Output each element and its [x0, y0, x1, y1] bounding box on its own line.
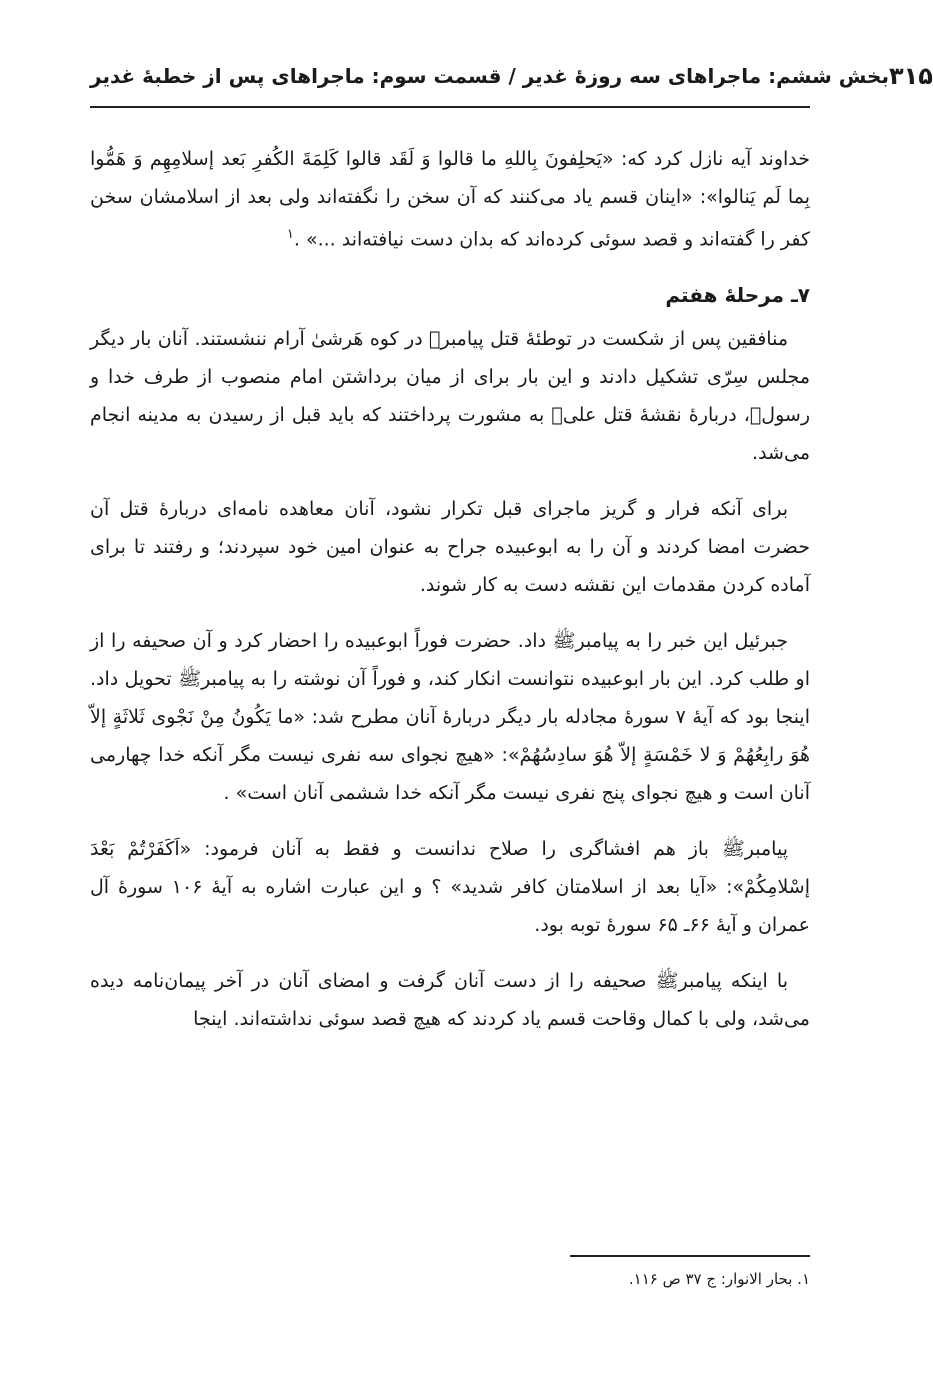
running-header — [90, 62, 933, 90]
paragraph-6: با اینکه پیامبرﷺ صحیفه را از دست آنان گرفت و امضای آنان در آخر پیمان‌نامه دیده می‌شد، ولی با کمال وقاحت قسم یاد کردند که هیچ قصد سوئی نداشته‌اند. اینجا — [90, 970, 810, 1031]
section-heading: ۷ـ مرحلهٔ هفتم — [665, 283, 810, 308]
paragraph-5: پیامبرﷺ باز هم افشاگری را صلاح ندانست و فقط به آنان فرمود: «اَکَفَرْتُمْ بَعْدَ إسْلامِکُمْ»: «آیا بعد از اسلامتان کافر شدید» ؟ و این عبارت اشاره به آیهٔ ۱۰۶ سورهٔ آل عمران و آیهٔ ۶۶ـ ۶۵ سورهٔ توبه بود. — [90, 838, 810, 937]
paragraph-1-text: خداوند آیه نازل کرد که: «یَحلِفونَ بِاللهِ ما قالوا وَ لَقَد قالوا کَلِمَةَ الکُفرِ بَعد إسلامِهِم وَ هَمُّوا بِما لَم یَنالوا»: «اینان قسم یاد می‌کنند که آن سخن را نگفته‌اند ولی بعد از اسلامشان سخن کفر را گفته‌اند و قصد سوئی کرده‌اند که بدان دست نیافته‌اند ...» . — [90, 148, 810, 251]
page-number: ۳۱۵ — [888, 62, 933, 90]
paragraph-3: برای آنکه فرار و گریز ماجرای قبل تکرار نشود، آنان معاهده نامه‌ای دربارهٔ قتل آن حضرت امضا کردند و آن را به ابوعبیده جراح به عنوان امین خود سپردند؛ و رفتند تا برای آماده کردن مقدمات این نقشه دست به کار شوند. — [90, 498, 810, 597]
paragraph-1 — [90, 140, 810, 258]
footnote-reference: ۱ — [286, 227, 294, 242]
header-title: بخش ششم: ماجراهای سه روزهٔ غدیر / قسمت سوم: ماجراهای پس از خطبهٔ غدیر — [90, 64, 889, 88]
paragraph-2: منافقین پس از شکست در توطئهٔ قتل پیامبرﷺ در کوه هَرشیٰ آرام ننشستند. آنان بار دیگر مجلس سِرّی تشکیل دادند و این بار برای از میان برداشتن امام منصوب از طرف خدا و رسولﷺ، دربارهٔ نقشهٔ قتل علیؑ به مشورت پرداختند که باید قبل از رسیدن به مدینه انجام می‌شد. — [90, 328, 810, 465]
paragraph-4: جبرئیل این خبر را به پیامبرﷺ داد. حضرت فوراً ابوعبیده را احضار کرد و آن صحیفه را از او طلب کرد. این بار ابوعبیده نتوانست انکار کند، و فوراً آن نوشته را به پیامبرﷺ تحویل داد. اینجا بود که آیهٔ ۷ سورهٔ مجادله بار دیگر دربارهٔ آنان مطرح شد: «ما یَکُونُ مِنْ نَجْوی ثَلاثَةٍ إلاّ هُوَ رابِعُهُمْ وَ لا خَمْسَةٍ إلاّ هُوَ سادِسُهُمْ»: «هیچ نجوای سه نفری نیست مگر آنکه خدا چهارمی آنان است و هیچ نجوای پنج نفری نیست مگر آنکه خدا ششمی آنان است» . — [90, 630, 810, 805]
header-rule — [90, 106, 810, 108]
footnote: ۱. بحار الانوار: ج ۳۷ ص ۱۱۶. — [628, 1270, 810, 1288]
footnote-rule — [570, 1255, 810, 1257]
body-text — [90, 140, 810, 1056]
